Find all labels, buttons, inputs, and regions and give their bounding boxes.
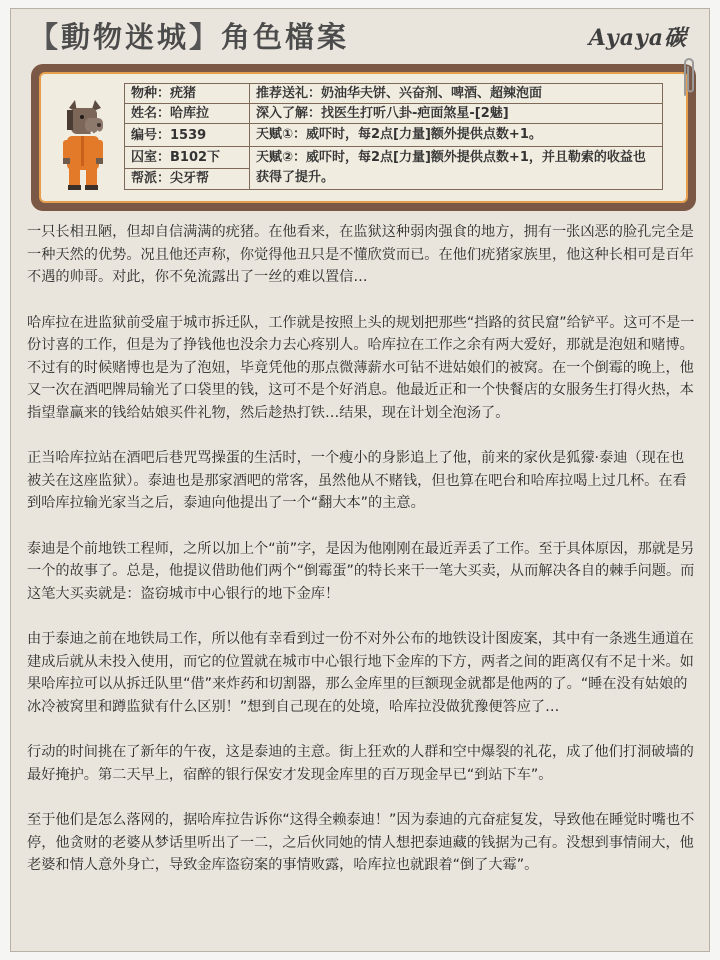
cell-cell: 囚室：B102下 [125,147,250,169]
profile-row [125,84,663,104]
title-bracket-close: 】 [189,20,222,54]
title-section: 角色檔案 [221,20,350,54]
brand-logo: Ayaya碳 [588,25,687,51]
talent1-cell: 天赋①：威吓时，每2点[力量]额外提供点数+1。 [250,124,663,147]
profile-row [125,124,663,147]
deep-dive-cell: 深入了解：找医生打听八卦-疤面煞星-[2魅] [250,104,663,124]
title-bracket-open: 【 [29,20,62,54]
paperclip-icon [679,55,699,99]
page-title [29,19,349,55]
number-cell: 编号：1539 [125,124,250,147]
story-paragraph: 泰迪是个前地铁工程师，之所以加上个“前”字，是因为他刚刚在最近弄丢了工作。至于具体原因，那就是另一个的故事了。总是，他提议借助他们两个“倒霉蛋”的特长来干一笔大买卖，从而解决各自的棘手问题。而这笔大买卖就是：盗窃城市中心银行的地下金库！ [27,540,695,602]
story-paragraph: 哈库拉在进监狱前受雇于城市拆迁队，工作就是按照上头的规划把那些“挡路的贫民窟”给铲平。这可不是一份讨喜的工作，但是为了挣钱他也没余力去心疼别人。哈库拉在工作之余有两大爱好，那就是泡妞和赌博。不过有的时候赌博也是为了泡妞，毕竟凭他的那点微薄薪水可钻不进姑娘们的被窝。在一个倒霉的晚上，他又一次在酒吧牌局输光了口袋里的钱，这可不是个好消息。他最近正和一个快餐店的女服务生打得火热，本指望靠赢来的钱给姑娘买件礼物，然后趁热打铁…结果，现在计划全泡汤了。 [27,314,695,421]
story-paragraph: 由于泰迪之前在地铁局工作，所以他有幸看到过一份不对外公布的地铁设计图废案，其中有一条逃生通道在建成后就从未投入使用，而它的位置就在城市中心银行地下金库的下方，两者之间的距离仅有不足十米。如果哈库拉可以从拆迁队里“借”来炸药和切割器，那么金库里的巨额现金就都是他两的了。“睡在没有姑娘的冰冷被窝里和蹲监狱有什么区别！”想到自己现在的处境，哈库拉没做犹豫便答应了… [27,631,694,715]
profile-row [125,147,663,169]
gang-cell: 帮派：尖牙帮 [125,168,250,190]
profile-card [31,64,696,211]
name-cell: 姓名：哈库拉 [125,104,250,124]
story-body [27,221,697,900]
story-paragraph: 正当哈库拉站在酒吧后巷咒骂操蛋的生活时，一个瘦小的身影追上了他，前来的家伙是狐獴·泰迪（现在也被关在这座监狱）。泰迪也是那家酒吧的常客，虽然他从不赌钱，但也算在吧台和哈库拉喝上过几杯。在看到哈库拉输光家当之后，泰迪向他提出了一个“翻大本”的主意。 [27,450,687,511]
profile-row [125,104,663,124]
title-game-name: 動物迷城 [61,20,190,54]
story-paragraph: 一只长相丑陋，但却自信满满的疣猪。在他看来，在监狱这种弱肉强食的地方，拥有一张凶恶的脸孔完全是一种天然的优势。况且他还声称，你觉得他丑只是不懂欣赏而已。在他们疣猪家族里，他这种长相可是百年不遇的帅哥。对此，你不免流露出了一丝的难以置信… [27,224,694,285]
story-paragraph: 至于他们是怎么落网的，据哈库拉告诉你“这得全赖泰迪！”因为泰迪的亢奋症复发，导致他在睡觉时嘴也不停，他贪财的老婆从梦话里听出了一二，之后伙同她的情人想把泰迪藏的钱据为己有。没想到事情闹大，他老婆和情人意外身亡，导致金库盗窃案的事情败露，哈库拉也就跟着“倒了大霉”。 [27,812,695,873]
warthog-avatar-icon [55,96,115,192]
profile-table [124,83,663,190]
page [10,8,710,952]
story-paragraph: 行动的时间挑在了新年的午夜，这是泰迪的主意。街上狂欢的人群和空中爆裂的礼花，成了他们打洞破墙的最好掩护。第二天早上，宿醉的银行保安才发现金库里的百万现金早已“到站下车”。 [27,744,694,783]
species-cell: 物种：疣猪 [125,84,250,104]
profile-card-inner [39,72,688,203]
talent2-cell: 天赋②：威吓时，每2点[力量]额外提供点数+1，并且勒索的收益也获得了提升。 [250,147,663,190]
gifts-cell: 推荐送礼：奶油华夫饼、兴奋剂、啤酒、超辣泡面 [250,84,663,104]
